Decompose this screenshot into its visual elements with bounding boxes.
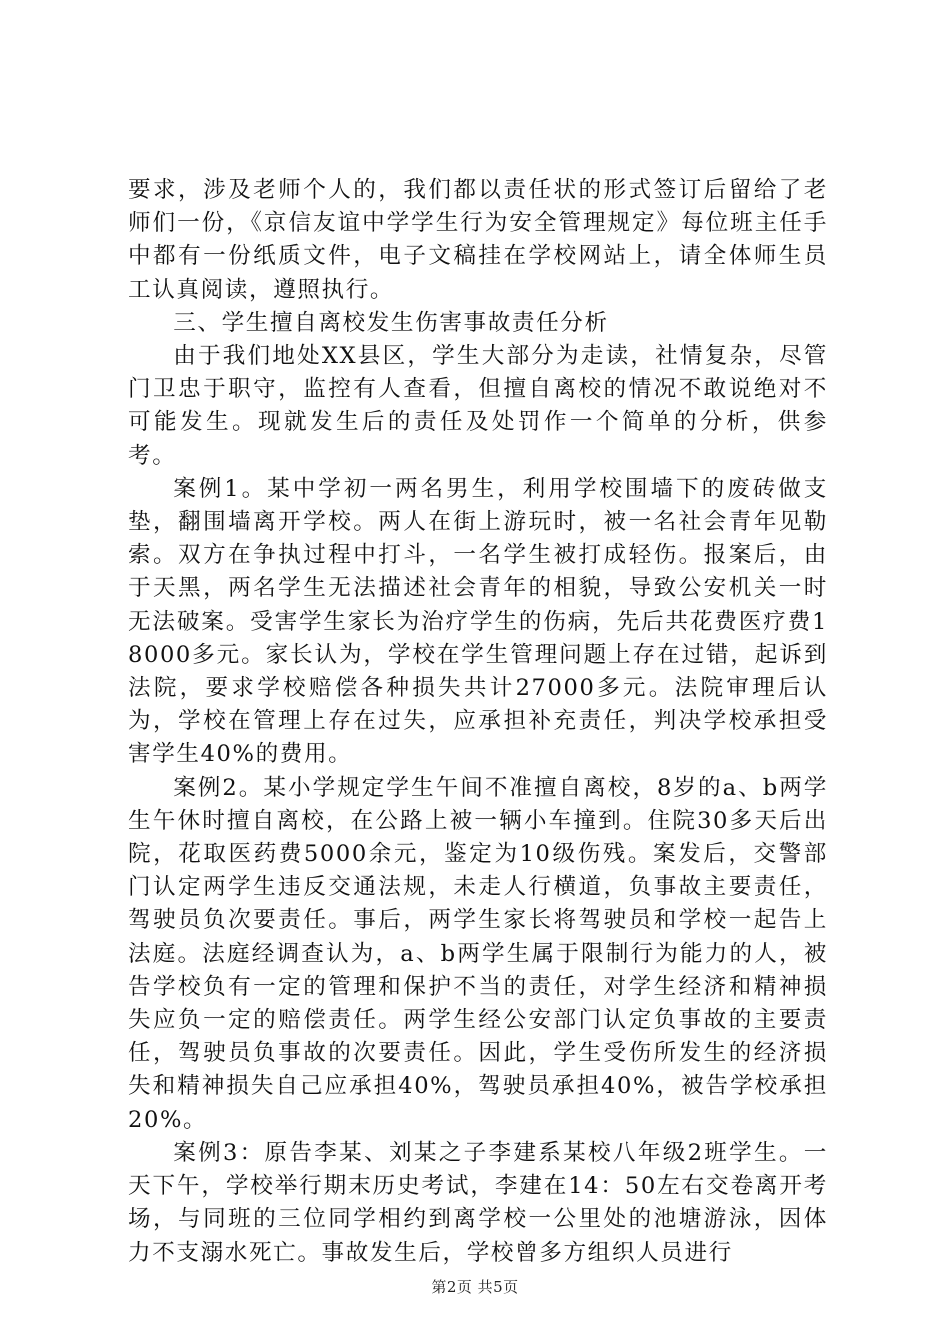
section-heading: 三、学生擅自离校发生伤害事故责任分析 — [173, 309, 609, 336]
body-text — [128, 174, 828, 1270]
paragraph-continuation: 要求，涉及老师个人的，我们都以责任状的形式签订后留给了老师们一份，《京信友谊中学学生行为安全管理规定》每位班主任手中都有一份纸质文件，电子文稿挂在学校网站上，请全体师生员工认真阅读，遵照执行。 — [128, 177, 828, 303]
page-number: 第2页 共5页 — [431, 1278, 519, 1296]
paragraph-intro: 由于我们地处XX县区，学生大部分为走读，社情复杂，尽管门卫忠于职守，监控有人查看，但擅自离校的情况不敢说绝对不可能发生。现就发生后的责任及处罚作一个简单的分析，供参考。 — [128, 343, 828, 469]
paragraph-case-2: 案例2。某小学规定学生午间不准擅自离校，8岁的a、b两学生午休时擅自离校，在公路上被一辆小车撞到。住院30多天后出院，花取医药费5000余元，鉴定为10级伤残。案发后，交警部门认定两学生违反交通法规，未走人行横道，负事故主要责任，驾驶员负次要责任。事后，两学生家长将驾驶员和学校一起告上法庭。法庭经调查认为，a、b两学生属于限制行为能力的人，被告学校负有一定的管理和保护不当的责任，对学生经济和精神损失应负一定的赔偿责任。两学生经公安部门认定负事故的主要责任，驾驶员负事故的次要责任。因此，学生受伤所发生的经济损失和精神损失自己应承担40%，驾驶员承担40%，被告学校承担20%。 — [128, 774, 828, 1133]
paragraph-case-1: 案例1。某中学初一两名男生，利用学校围墙下的废砖做支垫，翻围墙离开学校。两人在街上游玩时，被一名社会青年见勒索。双方在争执过程中打斗，一名学生被打成轻伤。报案后，由于天黑，两名学生无法描述社会青年的相貌，导致公安机关一时无法破案。受害学生家长为治疗学生的伤病，先后共花费医疗费18000多元。家长认为，学校在学生管理问题上存在过错，起诉到法院，要求学校赔偿各种损失共计27000多元。法院审理后认为，学校在管理上存在过失，应承担补充责任，判决学校承担受害学生40%的费用。 — [128, 475, 828, 768]
paragraph-case-3: 案例3：原告李某、刘某之子李建系某校八年级2班学生。一天下午，学校举行期末历史考试，李建在14：50左右交卷离开考场，与同班的三位同学相约到离学校一公里处的池塘游泳，因体力不支溺水死亡。事故发生后，学校曾多方组织人员进行 — [128, 1139, 828, 1266]
